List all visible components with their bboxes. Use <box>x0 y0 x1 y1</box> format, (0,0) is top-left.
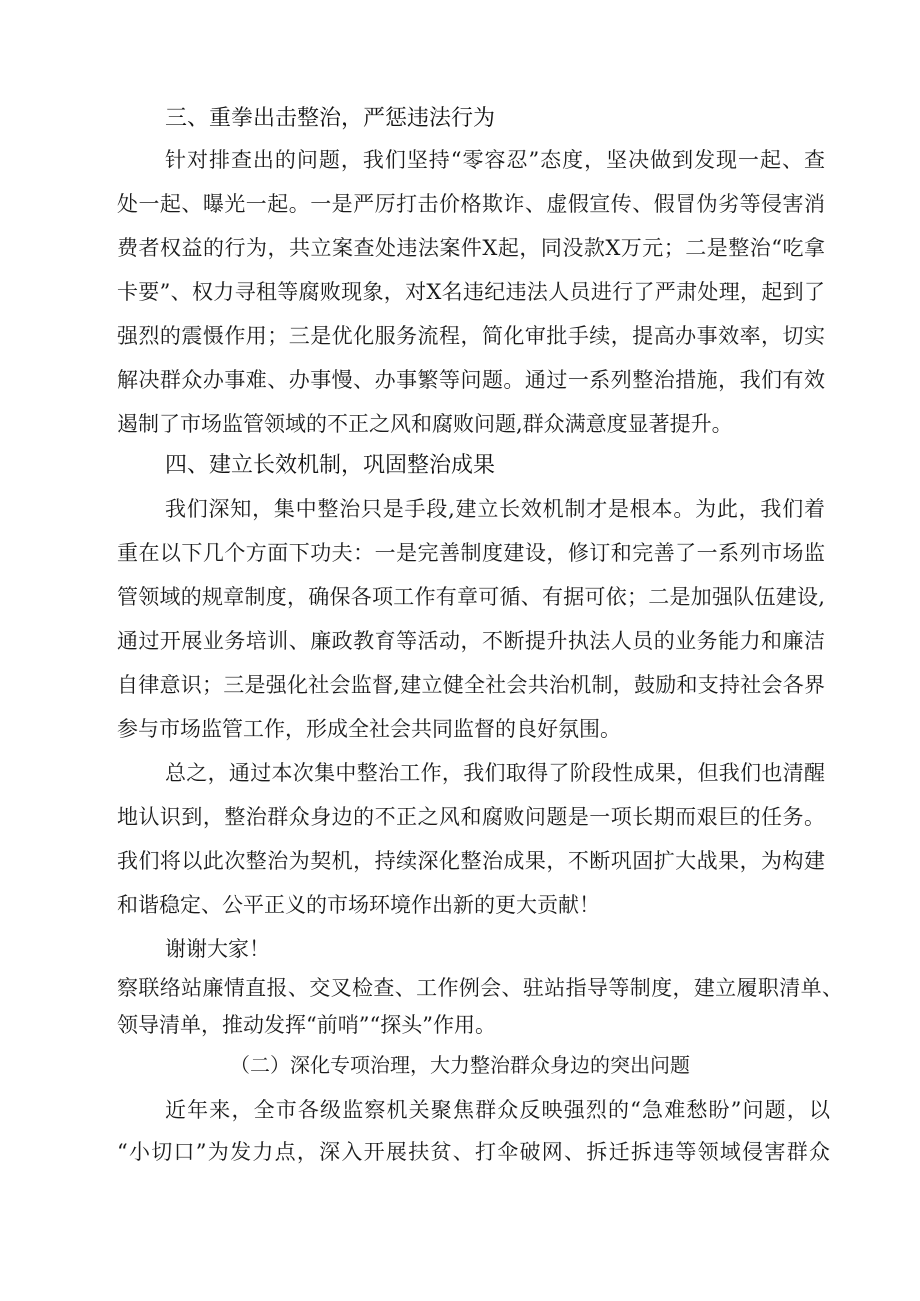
thanks-line: 谢谢大家！ <box>165 937 270 961</box>
paragraph-line: 领导清单，推动发挥“前哨”“探头”作用。 <box>117 1013 496 1037</box>
paragraph-line: 和谐稳定、公平正义的市场环境作出新的更大贡献！ <box>117 893 600 917</box>
paragraph-line: 我们将以此次整治为契机，持续深化整治成果，不断巩固扩大战果，为构建 <box>117 849 825 873</box>
paragraph-line: 自律意识；三是强化社会监督,建立健全社会共治机制，鼓励和支持社会各界 <box>117 673 825 697</box>
paragraph-line: 管领域的规章制度，确保各项工作有章可循、有据可依；二是加强队伍建设, <box>117 585 825 609</box>
subsection-heading: （二）深化专项治理，大力整治群众身边的突出问题 <box>230 1053 690 1077</box>
paragraph-line: 地认识到，整治群众身边的不正之风和腐败问题是一项长期而艰巨的任务。 <box>117 805 825 829</box>
paragraph-line: 总之，通过本次集中整治工作，我们取得了阶段性成果，但我们也清醒 <box>165 761 825 785</box>
paragraph-line: 处一起、曝光一起。一是严厉打击价格欺诈、虚假宣传、假冒伪劣等侵害消 <box>117 192 825 216</box>
section-heading-3: 三、重拳出击整治，严惩违法行为 <box>165 106 496 131</box>
section-heading-4: 四、建立长效机制，巩固整治成果 <box>165 453 496 478</box>
paragraph-line: 近年来，全市各级监察机关聚焦群众反映强烈的“急难愁盼”问题，以 <box>165 1098 830 1122</box>
paragraph-line: 解决群众办事难、办事慢、办事繁等问题。通过一系列整治措施，我们有效 <box>117 368 825 392</box>
paragraph-line: 重在以下几个方面下功夫：一是完善制度建设，修订和完善了一系列市场监 <box>117 541 825 565</box>
paragraph-line: 通过开展业务培训、廉政教育等活动，不断提升执法人员的业务能力和廉洁 <box>117 629 825 653</box>
paragraph-line: 费者权益的行为，共立案查处违法案件X起，同没款X万元；二是整治“吃拿 <box>117 236 825 260</box>
paragraph-line: 我们深知，集中整治只是手段,建立长效机制才是根本。为此，我们着 <box>165 497 825 521</box>
paragraph-line: 参与市场监管工作，形成全社会共同监督的良好氛围。 <box>117 717 621 741</box>
paragraph-line: 强烈的震慑作用；三是优化服务流程，简化审批手续，提高办事效率，切实 <box>117 324 825 348</box>
paragraph-line: 遏制了市场监管领域的不正之风和腐败问题,群众满意度显著提升。 <box>117 412 733 436</box>
paragraph-line: 针对排查出的问题，我们坚持“零容忍”态度，坚决做到发现一起、查 <box>165 148 825 172</box>
paragraph-line: 察联络站廉情直报、交叉检查、工作例会、驻站指导等制度，建立履职清单、 <box>117 976 843 1000</box>
paragraph-line: 卡要”、权力寻租等腐败现象，对X名违纪违法人员进行了严肃处理，起到了 <box>117 280 825 304</box>
paragraph-line: “小切口”为发力点，深入开展扶贫、打伞破网、拆迁拆违等领域侵害群众 <box>117 1140 830 1164</box>
